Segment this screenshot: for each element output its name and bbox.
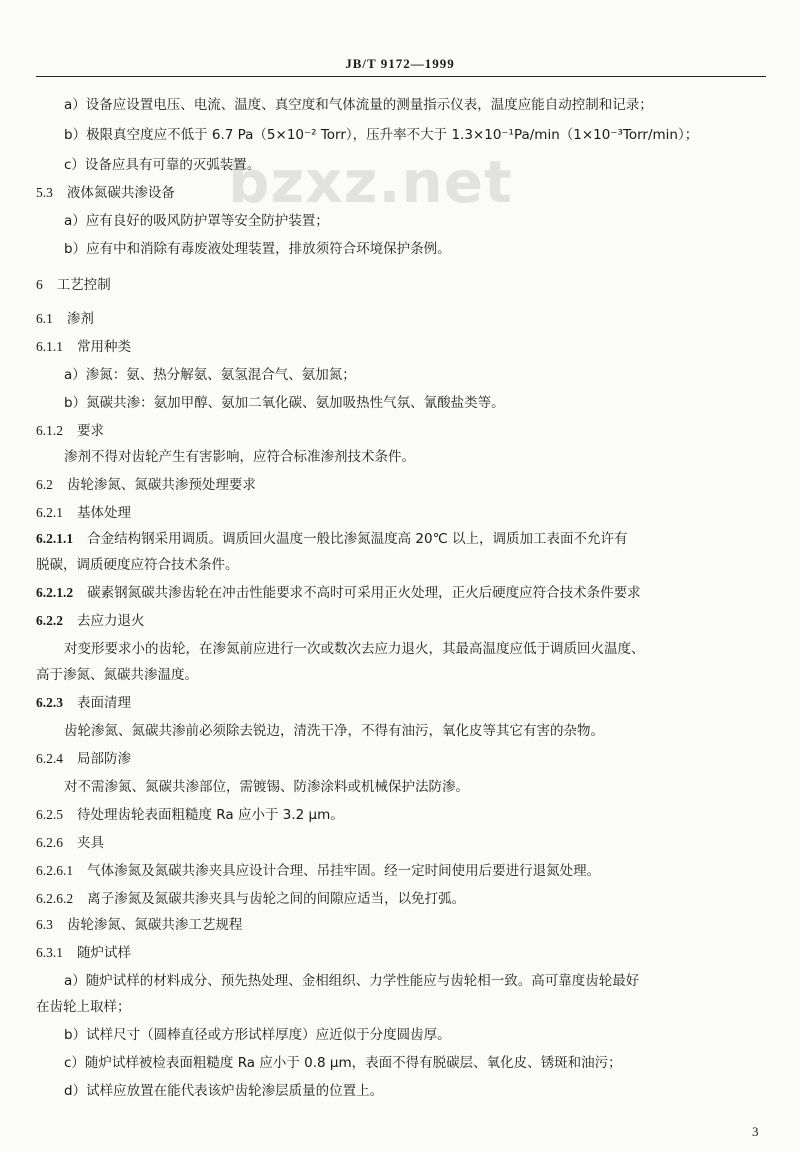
section-heading: 6.2 齿轮渗氮、氮碳共渗预处理要求 <box>36 477 256 493</box>
text-line: b）应有中和消除有毒废液处理装置，排放须符合环境保护条例。 <box>64 241 451 257</box>
section-heading: 6.2.1 基体处理 <box>36 505 131 521</box>
text-line: 6.2.6.1 气体渗氮及氮碳共渗夹具应设计合理、吊挂牢固。经一定时间使用后要进行退氮处理。 <box>36 863 601 879</box>
text-line: 6.2.1.1 合金结构钢采用调质。调质回火温度一般比渗氮温度高 20℃ 以上，调质加工表面不允许有 <box>36 531 628 547</box>
watermark: bzxz.net <box>228 148 513 216</box>
section-heading: 5.3 液体氮碳共渗设备 <box>36 185 175 201</box>
text-line: a）渗氮：氨、热分解氨、氨氢混合气、氨加氮； <box>64 367 356 383</box>
text-line: a）应有良好的吸风防护罩等安全防护装置； <box>64 213 329 229</box>
section-heading: 6.3.1 随炉试样 <box>36 945 131 961</box>
text-line: d）试样应放置在能代表该炉齿轮渗层质量的位置上。 <box>64 1083 384 1099</box>
section-heading: 6.1 渗剂 <box>36 311 94 327</box>
section-heading: 6.1.2 要求 <box>36 423 104 439</box>
section-heading: 6.2.3 表面清理 <box>36 695 131 711</box>
text-line: b）试样尺寸（圆棒直径或方形试样厚度）应近似于分度圆齿厚。 <box>64 1027 451 1043</box>
page-number: 3 <box>752 1124 759 1139</box>
text-line: c）设备应具有可靠的灭弧装置。 <box>64 157 261 173</box>
text-line: 高于渗氮、氮碳共渗温度。 <box>36 667 198 683</box>
text-line: 6.2.6.2 离子渗氮及氮碳共渗夹具与齿轮之间的间隙应适当，以免打弧。 <box>36 891 466 907</box>
chapter-heading: 6 工艺控制 <box>36 277 111 293</box>
text-line: 对不需渗氮、氮碳共渗部位，需镀锡、防渗涂料或机械保护法防渗。 <box>64 779 469 795</box>
text-line: 6.2.1.2 碳素钢氮碳共渗齿轮在冲击性能要求不高时可采用正火处理，正火后硬度应符合技术条件要求 <box>36 585 641 601</box>
section-heading: 6.1.1 常用种类 <box>36 339 131 355</box>
text-line: c）随炉试样被检表面粗糙度 Ra 应小于 0.8 μm，表面不得有脱碳层、氧化皮、锈斑和油污； <box>64 1055 622 1071</box>
text-line: 在齿轮上取样； <box>36 999 131 1015</box>
text-line: 对变形要求小的齿轮，在渗氮前应进行一次或数次去应力退火，其最高温度应低于调质回火温度、 <box>64 641 645 657</box>
text-line: a）设备应设置电压、电流、温度、真空度和气体流量的测量指示仪表，温度应能自动控制和记录； <box>64 97 653 113</box>
text-line: 脱碳，调质硬度应符合技术条件。 <box>36 557 239 573</box>
section-heading: 6.2.6 夹具 <box>36 835 104 851</box>
text-line: b）氮碳共渗：氨加甲醇、氨加二氧化碳、氨加吸热性气氛、氰酸盐类等。 <box>64 395 505 411</box>
standard-header: JB/T 9172—1999 <box>345 56 455 71</box>
section-heading: 6.2.2 去应力退火 <box>36 613 145 629</box>
text-line: 齿轮渗氮、氮碳共渗前必须除去锐边，清洗干净，不得有油污，氧化皮等其它有害的杂物。 <box>64 723 604 739</box>
text-line: a）随炉试样的材料成分、预先热处理、金相组织、力学性能应与齿轮相一致。高可靠度齿轮最好 <box>64 973 640 989</box>
section-heading: 6.2.4 局部防渗 <box>36 751 131 767</box>
text-line: 渗剂不得对齿轮产生有害影响，应符合标准渗剂技术条件。 <box>64 449 415 465</box>
text-line: 6.2.5 待处理齿轮表面粗糙度 Ra 应小于 3.2 μm。 <box>36 807 344 823</box>
header-rule <box>36 76 766 77</box>
text-line: b）极限真空度应不低于 6.7 Pa（5×10⁻² Torr），压升率不大于 1.3×10⁻¹Pa/min（1×10⁻³Torr/min）； <box>64 127 699 143</box>
section-heading: 6.3 齿轮渗氮、氮碳共渗工艺规程 <box>36 917 243 933</box>
